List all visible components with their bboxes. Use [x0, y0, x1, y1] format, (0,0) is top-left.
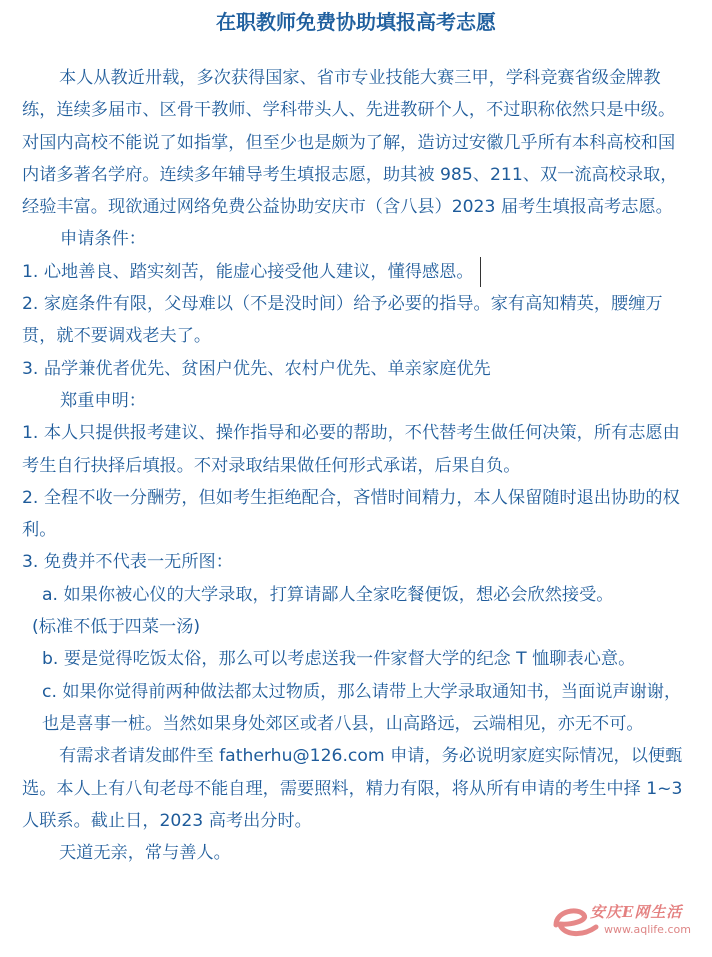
- statement-item-2: 2. 全程不收一分酬劳，但如考生拒绝配合，吝惜时间精力，本人保留随时退出协助的权利。: [22, 487, 680, 541]
- text-cursor: [480, 257, 481, 287]
- statement-sub-b: b. 要是觉得吃饭太俗，那么可以考虑送我一件家督大学的纪念 T 恤聊表心意。: [42, 649, 636, 670]
- statement-sub-c: c. 如果你觉得前两种做法都太过物质，那么请带上大学录取通知书，当面说声谢谢，也是喜事一桩。当然如果身处郊区或者八县，山高路远，云端相见，亦无不可。: [42, 681, 682, 734]
- watermark-text: 安庆E网生活: [590, 903, 683, 921]
- statement-sub-a-note: (标准不低于四菜一汤): [32, 617, 201, 638]
- statement-heading: 郑重申明：: [60, 390, 146, 411]
- closing-line: 天道无亲，常与善人。: [58, 843, 231, 864]
- conditions-heading: 申请条件：: [60, 229, 146, 250]
- document-body: [22, 62, 690, 869]
- statement-sub-a: a. 如果你被心仪的大学录取，打算请鄙人全家吃餐便饭，想必会欣然接受。: [42, 584, 614, 605]
- watermark-url: www.aqlife.com: [604, 923, 691, 936]
- intro-paragraph: 本人从教近卅载，多次获得国家、省市专业技能大赛三甲，学科竞赛省级金牌教练，连续多届市、区骨干教师、学科带头人、先进教研个人，不过职称依然只是中级。对国内高校不能说了如指掌，但至少也是颇为了解，造访过安徽几乎所有本科高校和国内诸多著名学府。连续多年辅导考生填报志愿，助其被 985、211、双一流高校录取，经验丰富。现欲通过网络免费公益协助安庆市（含八县）2023 届考生填报高考志愿。: [22, 68, 678, 218]
- statement-item-1: 1. 本人只提供报考建议、操作指导和必要的帮助，不代替考生做任何决策，所有志愿由考生自行抉择后填报。不对录取结果做任何形式承诺，后果自负。: [22, 423, 680, 476]
- statement-item-3: 3. 免费并不代表一无所图：: [22, 552, 233, 573]
- document-title: 在职教师免费协助填报高考志愿: [216, 10, 496, 34]
- condition-item-2: 2. 家庭条件有限，父母难以（不是没时间）给予必要的指导。家有高知精英，腰缠万贯，就不要调戏老夫了。: [22, 294, 663, 347]
- condition-item-1: 1. 心地善良、踏实刻苦，能虚心接受他人建议，懂得感恩。: [22, 256, 690, 288]
- contact-paragraph: 有需求者请发邮件至 fatherhu@126.com 申请，务必说明家庭实际情况，以便甄选。本人上有八旬老母不能自理，需要照料，精力有限，将从所有申请的考生中择 1~3 人联系。截止日，2023 高考出分时。: [22, 746, 683, 831]
- condition-item-3: 3. 品学兼优者优先、贫困户优先、农村户优先、单亲家庭优先: [22, 358, 491, 379]
- site-watermark: [548, 897, 704, 943]
